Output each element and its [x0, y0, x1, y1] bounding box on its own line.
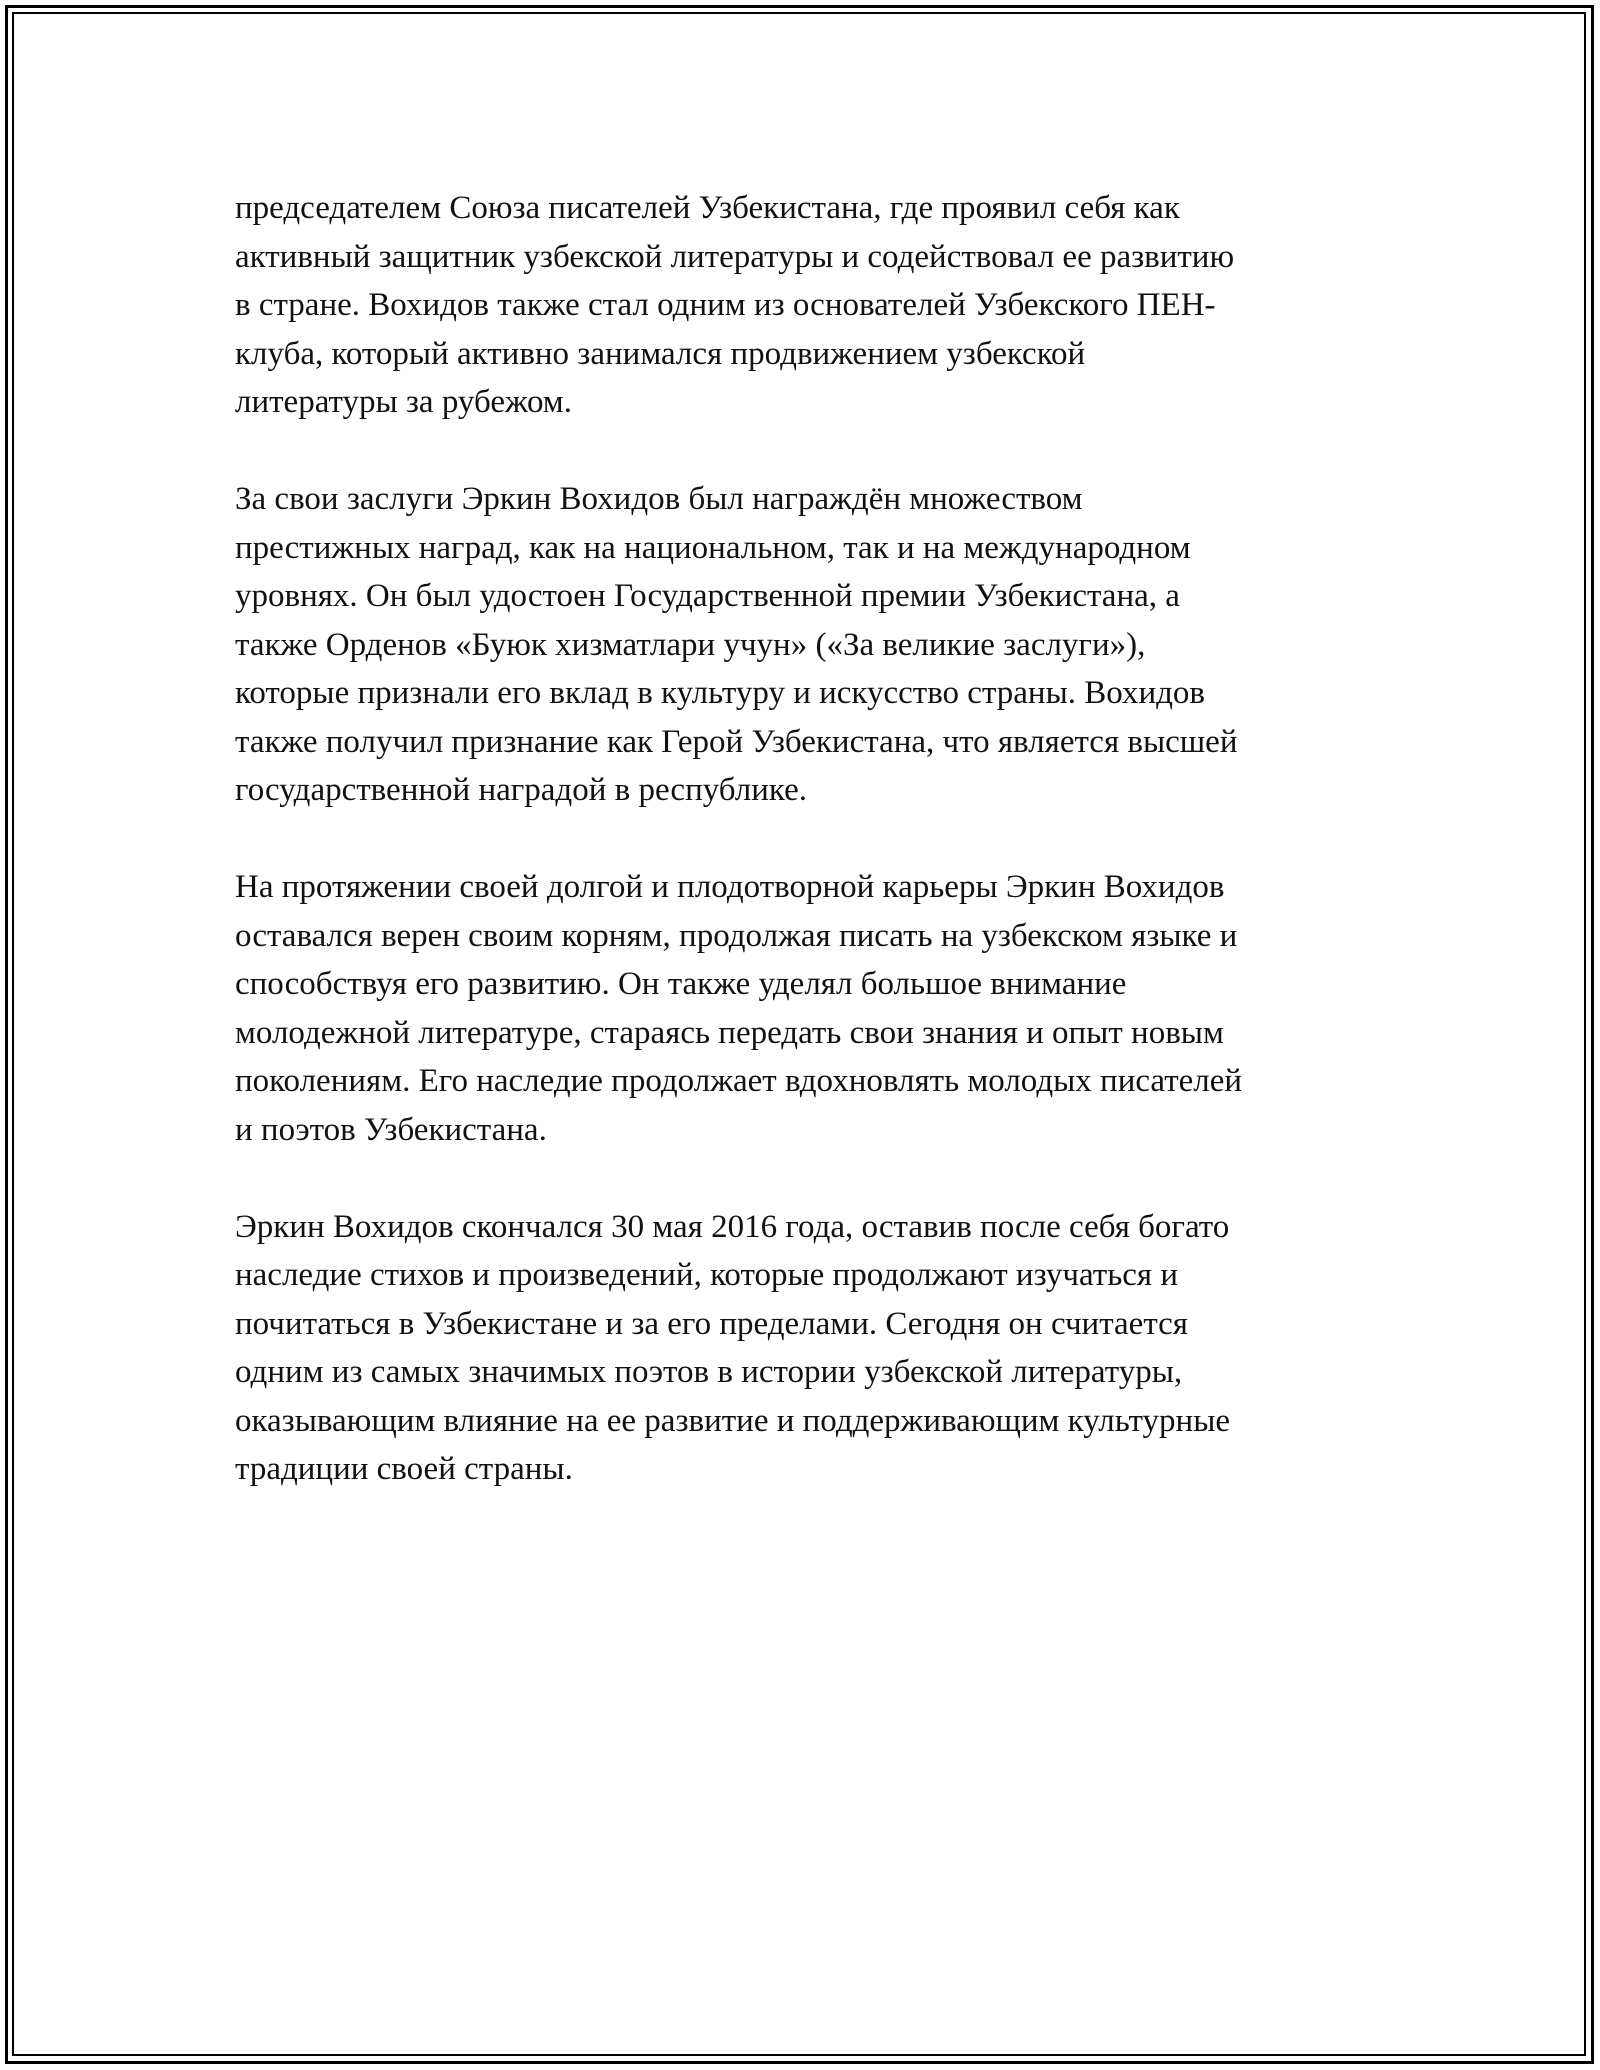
- text-line: литературы за рубежом.: [235, 384, 572, 420]
- text-line: престижных наград, как на национальном, так и на международном: [235, 529, 1191, 566]
- text-line: одним из самых значимых поэтов в истории узбекской литературы,: [235, 1354, 1183, 1390]
- text-line: уровнях. Он был удостоен Государственной премии Узбекистана, а: [235, 578, 1180, 614]
- text-line: За свои заслуги Эркин Вохидов был награждён множеством: [235, 481, 1083, 517]
- text-line: наследие стихов и произведений, которые продолжают изучаться и: [235, 1257, 1179, 1293]
- paragraph-writers-union: [235, 184, 1385, 427]
- text-line: традиции своей страны.: [235, 1451, 573, 1487]
- text-line: оказывающим влияние на ее развитие и поддерживающим культурные: [235, 1402, 1231, 1439]
- text-line: молодежной литературе, стараясь передать свои знания и опыт новым: [235, 1014, 1224, 1051]
- text-line: оставался верен своим корням, продолжая писать на узбекском языке и: [235, 917, 1238, 954]
- text-line: активный защитник узбекской литературы и содействовал ее развитию: [235, 238, 1235, 275]
- text-line: и поэтов Узбекистана.: [235, 1111, 547, 1148]
- text-line: Эркин Вохидов скончался 30 мая 2016 года, оставив после себя богато: [235, 1208, 1230, 1245]
- text-line: также получил признание как Герой Узбекистана, что является высшей: [235, 723, 1238, 760]
- text-line: председателем Союза писателей Узбекистана, где проявил себя как: [235, 190, 1180, 226]
- paragraph-legacy: [235, 1203, 1385, 1494]
- text-line: почитаться в Узбекистане и за его пределами. Сегодня он считается: [235, 1305, 1188, 1342]
- text-line: клуба, который активно занимался продвижением узбекской: [235, 335, 1086, 372]
- text-line: в стране. Вохидов также стал одним из основателей Узбекского ПЕН-: [235, 287, 1216, 323]
- document-body: [235, 184, 1385, 1542]
- text-line: поколениям. Его наследие продолжает вдохновлять молодых писателей: [235, 1063, 1243, 1099]
- paragraph-awards: [235, 475, 1385, 815]
- text-line: На протяжении своей долгой и плодотворной карьеры Эркин Вохидов: [235, 869, 1225, 905]
- text-line: способствуя его развитию. Он также уделял большое внимание: [235, 966, 1127, 1002]
- text-line: также Орденов «Буюк хизматлари учун» («За великие заслуги»),: [235, 626, 1146, 663]
- text-line: государственной наградой в республике.: [235, 772, 808, 808]
- text-line: которые признали его вклад в культуру и искусство страны. Вохидов: [235, 675, 1205, 711]
- paragraph-career: [235, 863, 1385, 1154]
